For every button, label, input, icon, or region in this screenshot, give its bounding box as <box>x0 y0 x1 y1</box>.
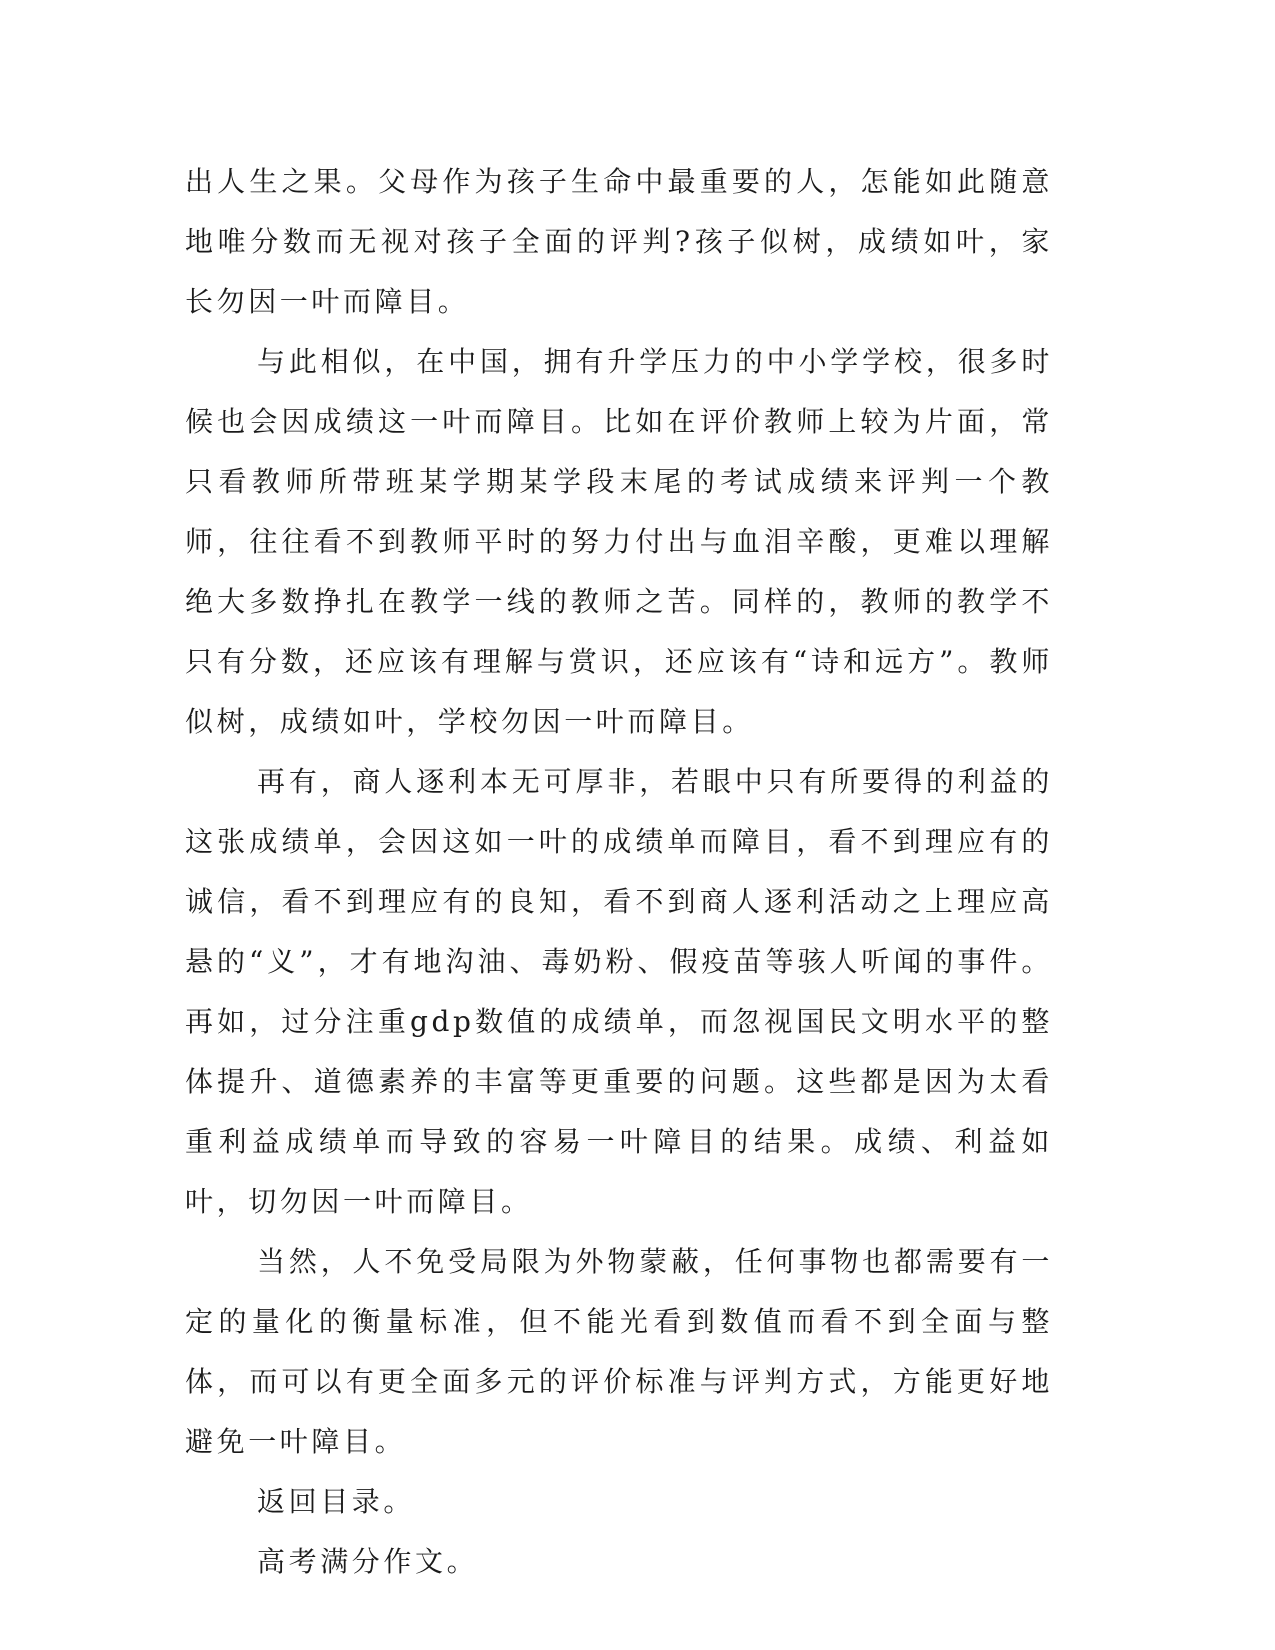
paragraph-conclusion: 当然，人不免受局限为外物蒙蔽，任何事物也都需要有一定的量化的衡量标准，但不能光看到数值而看不到全面与整体，而可以有更全面多元的评价标准与评判方式，方能更好地避免一叶障目。 <box>185 1245 1053 1458</box>
paragraph-merchants: 再有，商人逐利本无可厚非，若眼中只有所要得的利益的这张成绩单，会因这如一叶的成绩单而障目，看不到理应有的诚信，看不到理应有的良知，看不到商人逐利活动之上理应高悬的“义”，才有地沟油、毒奶粉、假疫苗等骇人听闻的事件。再如，过分注重gdp数值的成绩单，而忽视国民文明水平的整体提升、道德素养的丰富等更重要的问题。这些都是因为太看重利益成绩单而导致的容易一叶障目的结果。成绩、利益如叶，切勿因一叶而障目。 <box>185 765 1053 1218</box>
essay-category-text: 高考满分作文。 <box>257 1545 479 1578</box>
document-body <box>185 152 1053 1592</box>
back-to-contents-text: 返回目录。 <box>257 1485 416 1518</box>
paragraph-continuation: 出人生之果。父母作为孩子生命中最重要的人，怎能如此随意地唯分数而无视对孩子全面的评判?孩子似树，成绩如叶，家长勿因一叶而障目。 <box>185 165 1053 318</box>
paragraph-schools: 与此相似，在中国，拥有升学压力的中小学学校，很多时候也会因成绩这一叶而障目。比如在评价教师上较为片面，常只看教师所带班某学期某学段末尾的考试成绩来评判一个教师，往往看不到教师平时的努力付出与血泪辛酸，更难以理解绝大多数挣扎在教学一线的教师之苦。同样的，教师的教学不只有分数，还应该有理解与赏识，还应该有“诗和远方”。教师似树，成绩如叶，学校勿因一叶而障目。 <box>185 345 1053 738</box>
